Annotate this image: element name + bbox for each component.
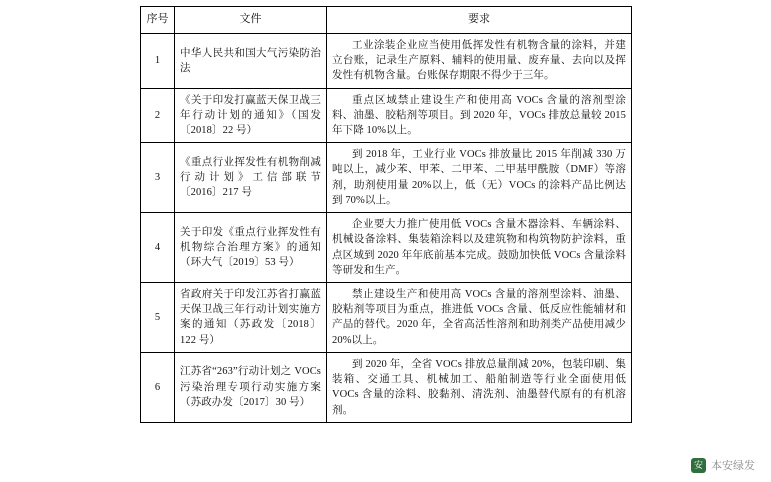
row-number: 2 <box>141 88 175 143</box>
row-file: 省政府关于印发江苏省打赢蓝天保卫战三年行动计划实施方案的通知（苏政发〔2018〕122 号） <box>175 283 327 353</box>
table-row <box>141 213 632 283</box>
row-requirement <box>327 352 632 422</box>
row-requirement-text: 禁止建设生产和使用高 VOCs 含量的溶剂型涂料、油墨、胶粘剂等项目为重点，推进低 VOCs 含量、低反应性能辅材和产品的替代。2020 年，全省高活性溶剂和助剂类产品使用减少 20%以上。 <box>332 289 626 346</box>
row-requirement <box>327 88 632 143</box>
row-number: 3 <box>141 143 175 213</box>
table-row <box>141 88 632 143</box>
row-number: 6 <box>141 352 175 422</box>
row-requirement-text: 到 2018 年，工业行业 VOCs 排放量比 2015 年削减 330 万吨以上，减少苯、甲苯、二甲苯、二甲基甲酰胺（DMF）等溶剂，助剂使用量 20%以上，低（无）VOCs 的涂料产品比例达到 70%以上。 <box>332 149 626 206</box>
row-file: 江苏省“263”行动计划之 VOCs 污染治理专项行动实施方案（苏政办发〔2017〕30 号） <box>175 352 327 422</box>
row-number: 4 <box>141 213 175 283</box>
row-requirement <box>327 33 632 88</box>
column-header-no: 序号 <box>141 7 175 34</box>
row-requirement-text: 到 2020 年，全省 VOCs 排放总量削减 20%，包装印刷、集装箱、交通工具、机械加工、船舶制造等行业全面使用低 VOCs 含量的涂料、胶黏剂、清洗剂、油墨替代原有的有机溶剂。 <box>332 358 626 416</box>
table-row <box>141 143 632 213</box>
watermark-brand <box>691 457 755 473</box>
table-row <box>141 352 632 422</box>
row-file: 中华人民共和国大气污染防治法 <box>175 33 327 88</box>
requirements-table <box>140 6 632 423</box>
row-requirement-text: 企业要大力推广使用低 VOCs 含量木器涂料、车辆涂料、机械设备涂料、集装箱涂料以及建筑物和构筑物防护涂料，重点区域到 2020 年年底前基本完成。鼓励加快低 VOCs 含量涂料等研发和生产。 <box>332 219 626 276</box>
table-row <box>141 33 632 88</box>
brand-logo-icon: 安 <box>691 458 706 473</box>
brand-name: 本安绿发 <box>711 460 755 472</box>
column-header-requirement: 要求 <box>327 7 632 34</box>
row-requirement <box>327 143 632 213</box>
table-row <box>141 283 632 353</box>
row-file: 关于印发《重点行业挥发性有机物综合治理方案》的通知（环大气〔2019〕53 号） <box>175 213 327 283</box>
row-requirement <box>327 213 632 283</box>
row-requirement-text: 重点区域禁止建设生产和使用高 VOCs 含量的溶剂型涂料、油墨、胶粘剂等项目。到 2020 年，VOCs 排放总量较 2015 年下降 10%以上。 <box>332 94 626 137</box>
row-requirement-text: 工业涂装企业应当使用低挥发性有机物含量的涂料，并建立台账，记录生产原料、辅料的使用量、废弃量、去向以及挥发性有机物含量。台账保存期限不得少于三年。 <box>332 39 626 82</box>
row-number: 1 <box>141 33 175 88</box>
table-header-row <box>141 7 632 34</box>
row-number: 5 <box>141 283 175 353</box>
row-file: 《关于印发打赢蓝天保卫战三年行动计划的通知》（国发〔2018〕22 号） <box>175 88 327 143</box>
row-file: 《重点行业挥发性有机物削减行动计划》工信部联节〔2016〕217 号 <box>175 143 327 213</box>
row-requirement <box>327 283 632 353</box>
column-header-file: 文件 <box>175 7 327 34</box>
